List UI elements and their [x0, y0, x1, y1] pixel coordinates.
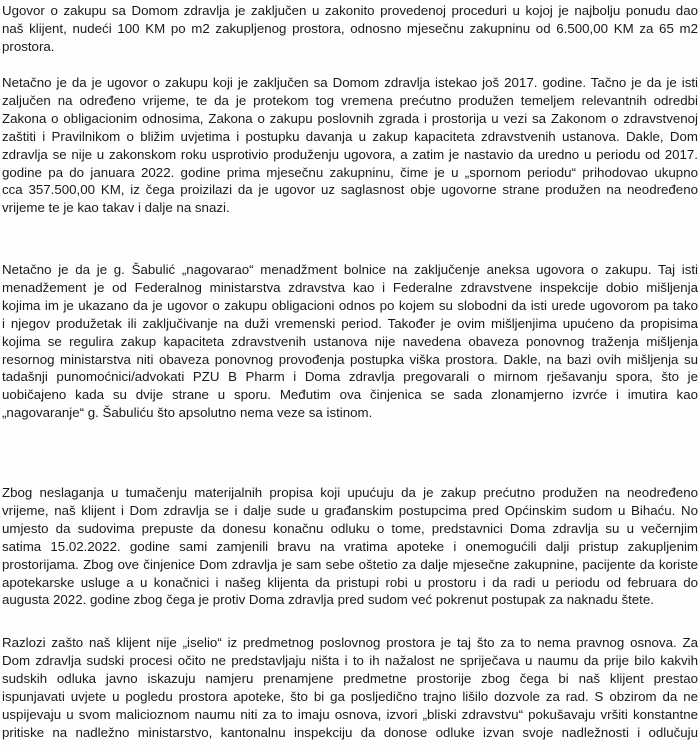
text-line: „nagovaranje“ g. Šabuliću što apsolutno nema veze sa istinom.	[2, 405, 373, 421]
text-line: cca 357.500,00 KM, iz čega proizilazi da je ugovor uz saglasnost obje ugovorne strane produžen na neodređeno	[2, 182, 698, 198]
text-line: satima 15.02.2022. godine sami zamjenili bravu na vratima apoteke i onemogućili dalji pristup zakupljenim	[2, 538, 698, 554]
paragraph-lease-extension	[2, 74, 698, 217]
text-line: zaljučen na određeno vrijeme, te da je protekom tog vremena prećutno produžen temeljem relevantnih odredbi	[2, 92, 698, 108]
text-line: Ugovor o zakupu sa Domom zdravlja je zaključen u zakonito provedenoj proceduri u kojoj je najbolju ponudu dao	[2, 3, 698, 18]
paragraph-lease-agreement	[2, 2, 698, 56]
text-line: vrijeme te je kao takav i dalje na snazi.	[2, 200, 230, 216]
text-line: Dom zdravlja sudski procesi očito ne predstavljaju ništa i to ih nažalost ne spriječava u naumu da prije bilo kakvih	[2, 652, 698, 668]
text-line: resornog ministarstva niti obaveza ponovnog provođenja postupka viška prostora. Dakle, na bazi ovih mišljenja su	[2, 351, 698, 367]
text-line: Zbog neslaganja u tumačenju materijalnih propisa koji upućuju da je zakup prećutno produžen na neodređeno	[2, 485, 698, 500]
text-line: augusta 2022. godine zbog čega je protiv Doma zdravlja pred sudom već pokrenut postupak za naknadu štete.	[2, 592, 654, 608]
text-line: pritiske na nadležno ministarstvo, kantonalnu inspekciju da donose odluke izvan svoje nadležnosti i odlučuju	[2, 724, 698, 740]
paragraph-eviction-reasons	[2, 634, 698, 741]
text-line: umjesto da sudovima prepuste da donesu konačnu odluku o tome, predstavnici Doma zdravlja su u večernjim	[2, 520, 698, 536]
text-line: sudskih odluka javno iskazuju namjeru prenamjene predmetne prostorije zbog čega bi naš klijent prestao	[2, 670, 698, 686]
text-line: ispunjavati uvjete u pogledu prostora apoteke, što bi ga posljedično trajno lišilo dozvole za rad. S obzirom da ne	[2, 688, 698, 704]
text-line: uobičajeno kada su dvije strane u sporu. Međutim ova činjenica se sada zlonamjerno izvrće i imutira kao	[2, 387, 698, 403]
paragraph-annex-negotiation	[2, 261, 698, 422]
text-line: kojima se regulira zakup kapaciteta zdravstvenih ustanova nije navedena obaveza ponovnog traženja mišljenja	[2, 333, 698, 349]
text-line: vrijeme, naš klijent i Dom zdravlja se i dalje sude u građanskim postupcima pred Općinskim sudom u Bihaću. No	[2, 502, 698, 518]
paragraph-court-dispute	[2, 484, 698, 609]
text-line: kojima im je ukazano da je ugovor o zakupu obligacioni odnos po kojem su slobodni da isti urede ugovorom pa tako	[2, 297, 698, 313]
text-line: naš klijent, nudeći 100 KM po m2 zakupljenog prostora, odnosno mjesečnu zakupninu od 6.500,00 KM za 65 m2	[2, 20, 698, 36]
text-line: Zakona o obligacionim odnosima, Zakona o zakupu poslovnih zgrada i prostorija u vezi sa Zakonom o zdravstvenoj	[2, 110, 698, 126]
text-line: menadžement je od Federalnog ministarstva zdravstva kao i Federalne zdravstvene inspekcije dobio mišljenja	[2, 279, 698, 295]
text-line: Razlozi zašto naš klijent nije „iselio“ iz predmetnog poslovnog prostora je taj što za to nema pravnog osnova. Za	[2, 635, 698, 650]
text-line: prostora.	[2, 38, 55, 54]
text-line: godine pa do januara 2022. godine prima mjesečnu zakupninu, čime je u „spornom periodu“ prihodovao ukupno	[2, 164, 698, 180]
text-line: uspijevaju u svom malicioznom naumu niti za to imaju osnova, izvori „bliski zdravstvu“ pokušavaju vršiti konstantne	[2, 706, 698, 722]
text-line: tadašnji punomoćnici/advokati PZU B Pharm i Doma zdravlja pregovarali o mirnom rješavanju spora, što je	[2, 369, 698, 385]
text-line: apotekarske usluge a u konačnici i našeg klijenta da pristupi robi u prostoru i da radi u periodu od februara do	[2, 574, 698, 590]
text-line: i njegov produžetak ili zaključivanje na duži vremenski period. Također je ovim mišljenjima upućeno da propisima	[2, 315, 698, 331]
text-line: prostorijama. Zbog ove činjenice Dom zdravlja je sam sebe oštetio za dalje mjesečne zakupnine, pacijente da koriste	[2, 556, 698, 572]
text-line: zaštiti i Pravilnikom o bližim uvjetima i postupku davanja u zakup kapaciteta zdravstvenih ustanova. Dakle, Dom	[2, 128, 698, 144]
text-line: Netačno je da je ugovor o zakupu koji je zaključen sa Domom zdravlja istekao još 2017. godine. Tačno je da je isti	[2, 75, 698, 90]
text-line: Netačno je da je g. Šabulić „nagovarao“ menadžment bolnice na zaključenje aneksa ugovora o zakupu. Taj isti	[2, 262, 698, 277]
text-line: zdravlja se nije u zakonskom roku usprotivio produženju ugovora, a zatim je nastavio da uredno u periodu od 2017.	[2, 146, 698, 162]
